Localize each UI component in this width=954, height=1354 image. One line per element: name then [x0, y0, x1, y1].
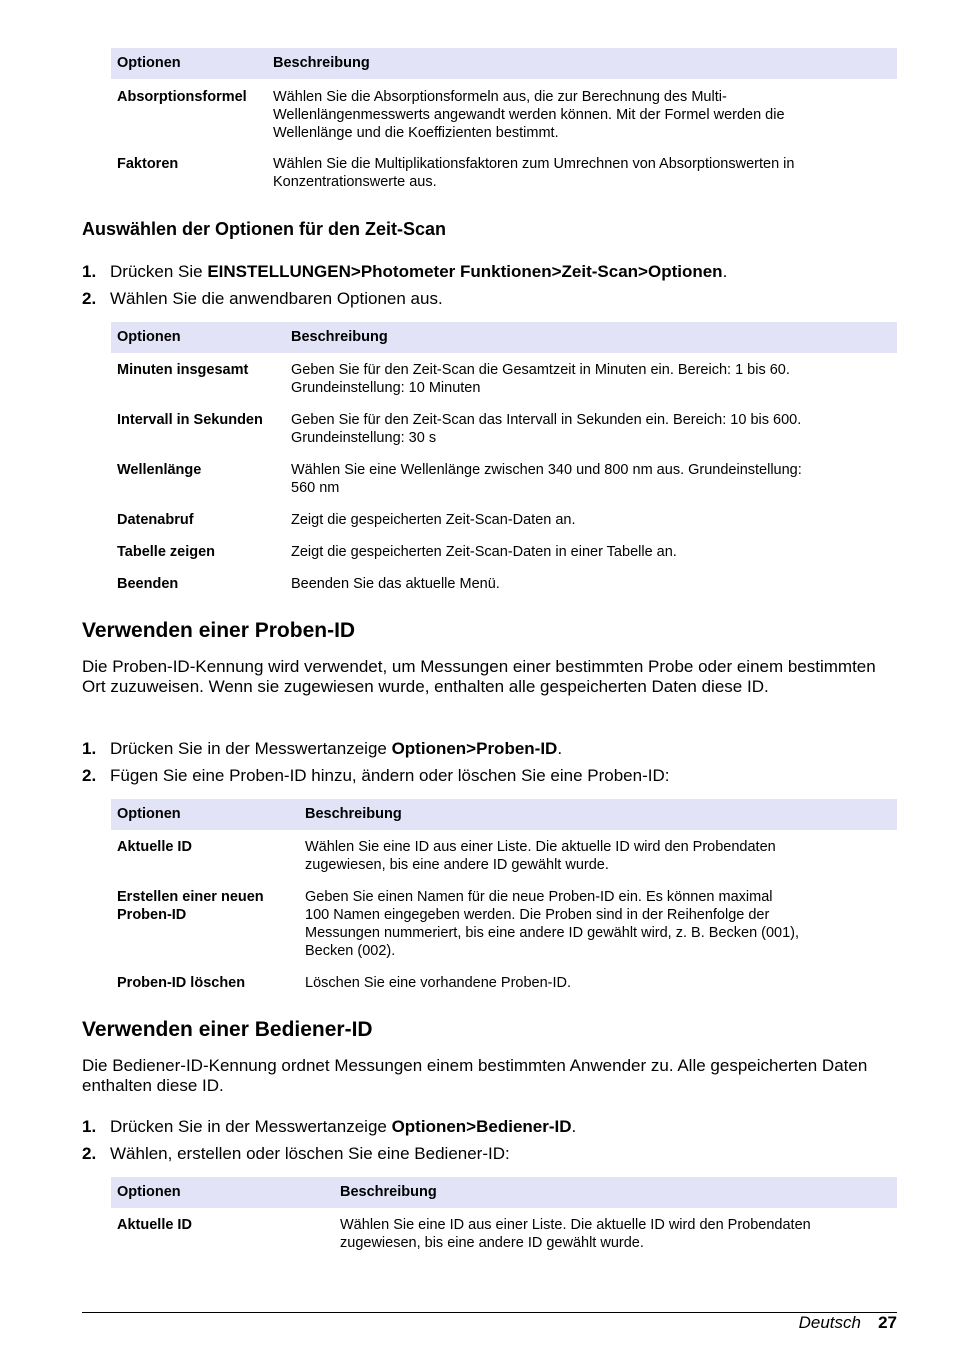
- step-text: Fügen Sie eine Proben-ID hinzu, ändern oder löschen Sie eine Proben-ID:: [110, 766, 670, 785]
- option-description: Wählen Sie die Multiplikationsfaktoren zum Umrechnen von Absorptionswerten in Konzentrationswerte aus.: [273, 156, 795, 190]
- column-header-description: Beschreibung: [305, 806, 402, 822]
- table-row: [111, 79, 897, 147]
- column-header-options: Optionen: [117, 329, 181, 345]
- option-description: Wählen Sie eine Wellenlänge zwischen 340 und 800 nm aus. Grundeinstellung: 560 nm: [291, 462, 802, 496]
- table-row: [111, 880, 897, 966]
- column-header-options: Optionen: [117, 55, 181, 71]
- section-heading-bediener-id: Verwenden einer Bediener-ID: [82, 1018, 373, 1041]
- table-row: [111, 535, 897, 567]
- step-number: 1.: [82, 262, 97, 281]
- option-description: Wählen Sie eine ID aus einer Liste. Die aktuelle ID wird den Probendaten zugewiesen, bis eine andere ID gewählt wurde.: [340, 1217, 811, 1251]
- table-row: [111, 147, 897, 197]
- option-name: Absorptionsformel: [117, 89, 247, 105]
- option-description: Wählen Sie die Absorptionsformeln aus, die zur Berechnung des Multi- Wellenlängenmesswerts angewandt werden können. Mit der Formel werden die Wellenlänge und die Koeffizienten bestimmt.: [273, 89, 785, 141]
- option-name: Wellenlänge: [117, 462, 202, 478]
- option-description: Zeigt die gespeicherten Zeit-Scan-Daten an.: [291, 512, 576, 528]
- option-description: Wählen Sie eine ID aus einer Liste. Die aktuelle ID wird den Probendaten zugewiesen, bis eine andere ID gewählt wurde.: [305, 839, 776, 873]
- section-heading-proben-id: Verwenden einer Proben-ID: [82, 619, 356, 642]
- option-description: Zeigt die gespeicherten Zeit-Scan-Daten in einer Tabelle an.: [291, 544, 677, 560]
- option-name: Aktuelle ID: [117, 839, 192, 855]
- options-table-zeit-scan: [111, 322, 897, 599]
- option-description: Geben Sie für den Zeit-Scan das Intervall in Sekunden ein. Bereich: 10 bis 600. Grundeinstellung: 30 s: [291, 412, 802, 446]
- option-description: Geben Sie einen Namen für die neue Proben-ID ein. Es können maximal 100 Namen eingegeben werden. Die Proben sind in der Reihenfolge der Messungen nummeriert, bis eine andere ID gewählt wird, z. B. Becken (001), Becken (002).: [305, 889, 800, 959]
- table-header: [111, 1177, 897, 1208]
- option-description: Löschen Sie eine vorhandene Proben-ID.: [305, 975, 572, 991]
- option-name: Erstellen einer neuen Proben-ID: [117, 889, 264, 923]
- option-name: Minuten insgesamt: [117, 362, 249, 378]
- column-header-options: Optionen: [117, 806, 181, 822]
- option-name: Proben-ID löschen: [117, 975, 246, 991]
- page-number: 27: [878, 1313, 897, 1332]
- step-number: 1.: [82, 739, 97, 758]
- step-number: 2.: [82, 1144, 97, 1163]
- option-description: Beenden Sie das aktuelle Menü.: [291, 576, 500, 592]
- table-row: [111, 567, 897, 599]
- table-header: [111, 799, 897, 830]
- step-number: 2.: [82, 289, 97, 308]
- option-name: Intervall in Sekunden: [117, 412, 263, 428]
- table-row: [111, 403, 897, 453]
- table-row: [111, 453, 897, 503]
- footer-language: Deutsch: [798, 1313, 861, 1332]
- step-text: Drücken Sie in der Messwertanzeige Optionen>Bediener-ID.: [110, 1117, 577, 1136]
- table-row: [111, 353, 897, 403]
- options-table-proben-id: [111, 799, 897, 998]
- step-text: Drücken Sie EINSTELLUNGEN>Photometer Funktionen>Zeit-Scan>Optionen.: [110, 262, 728, 281]
- footer-divider: [82, 1312, 897, 1313]
- option-name: Beenden: [117, 576, 179, 592]
- column-header-options: Optionen: [117, 1184, 181, 1200]
- step-number: 1.: [82, 1117, 97, 1136]
- option-name: Tabelle zeigen: [117, 544, 216, 560]
- table-row: [111, 1208, 897, 1258]
- column-header-description: Beschreibung: [340, 1184, 437, 1200]
- options-table-formulas: [111, 48, 897, 197]
- step-text: Wählen, erstellen oder löschen Sie eine Bediener-ID:: [110, 1144, 510, 1163]
- section-heading-zeit-scan: Auswählen der Optionen für den Zeit-Scan: [82, 219, 447, 239]
- table-header: [111, 48, 897, 79]
- option-description: Geben Sie für den Zeit-Scan die Gesamtzeit in Minuten ein. Bereich: 1 bis 60. Grundeinstellung: 10 Minuten: [291, 362, 790, 396]
- option-name: Aktuelle ID: [117, 1217, 192, 1233]
- table-row: [111, 966, 897, 998]
- section-paragraph: Die Proben-ID-Kennung wird verwendet, um Messungen einer bestimmten Probe oder einem bestimmten Ort zuzuweisen. Wenn sie zugewiesen wurde, enthalten alle gespeicherten Daten diese ID.: [82, 657, 876, 697]
- table-row: [111, 503, 897, 535]
- option-name: Faktoren: [117, 156, 179, 172]
- option-name: Datenabruf: [117, 512, 194, 528]
- options-table-bediener-id: [111, 1177, 897, 1258]
- column-header-description: Beschreibung: [291, 329, 388, 345]
- section-paragraph: Die Bediener-ID-Kennung ordnet Messungen einem bestimmten Anwender zu. Alle gespeicherten Daten enthalten diese ID.: [82, 1056, 868, 1096]
- step-text: Drücken Sie in der Messwertanzeige Optionen>Proben-ID.: [110, 739, 563, 758]
- column-header-description: Beschreibung: [273, 55, 370, 71]
- table-row: [111, 830, 897, 880]
- step-number: 2.: [82, 766, 97, 785]
- step-text: Wählen Sie die anwendbaren Optionen aus.: [110, 289, 443, 308]
- table-header: [111, 322, 897, 353]
